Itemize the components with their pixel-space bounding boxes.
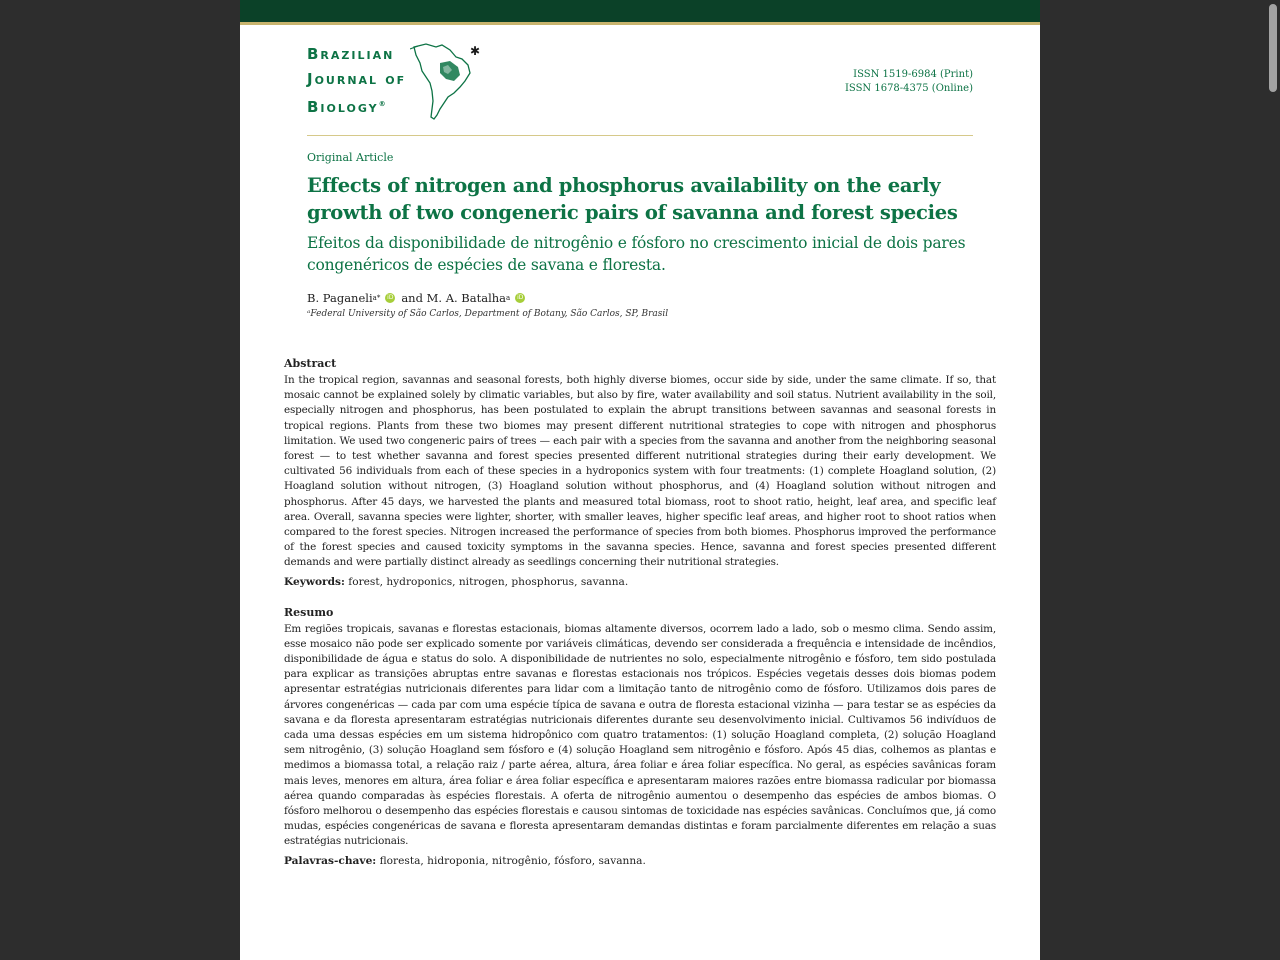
scrollbar-thumb[interactable] xyxy=(1269,4,1277,92)
author-1-affiliation-mark: a* xyxy=(372,294,381,302)
keywords-label: Keywords: xyxy=(284,575,345,588)
keywords-list: forest, hydroponics, nitrogen, phosphorus, savanna. xyxy=(348,575,629,588)
journal-name-line-2-text: Journal of xyxy=(307,70,407,88)
article-title: Effects of nitrogen and phosphorus availability on the early growth of two congeneric pairs of savanna and forest species xyxy=(307,174,958,224)
author-list xyxy=(307,291,973,305)
journal-name-line-1-text: Brazilian xyxy=(307,45,395,63)
header-divider xyxy=(307,135,973,136)
pdf-page xyxy=(240,0,1040,960)
author-2-name: and M. A. Batalha xyxy=(401,291,507,305)
journal-logo-text xyxy=(307,42,406,120)
resumo-heading: Resumo xyxy=(284,605,334,619)
abstract-keywords xyxy=(284,576,996,588)
journal-name-line-3 xyxy=(307,92,406,120)
issn-print: ISSN 1519-6984 (Print) xyxy=(853,69,973,80)
issn-block xyxy=(845,68,973,96)
registered-mark: ® xyxy=(378,100,386,108)
journal-name-line-1 xyxy=(307,42,406,67)
star-icon: ✱ xyxy=(470,44,481,58)
south-america-map-icon xyxy=(410,41,482,121)
affiliation: ᵃFederal University of São Carlos, Department of Botany, São Carlos, SP, Brasil xyxy=(307,309,669,319)
orcid-icon[interactable]: iD xyxy=(387,294,394,301)
resumo-section xyxy=(284,606,996,867)
journal-name-line-3-text: Biology xyxy=(307,98,379,116)
abstract-heading: Abstract xyxy=(284,357,337,370)
orcid-icon[interactable]: iD xyxy=(517,294,524,301)
journal-top-bar xyxy=(240,0,1040,25)
issn-online: ISSN 1678-4375 (Online) xyxy=(844,83,973,94)
journal-name-line-2 xyxy=(307,67,406,92)
abstract-section xyxy=(284,357,996,867)
resumo-keywords xyxy=(284,855,996,867)
author-2-affiliation-mark: a xyxy=(506,294,511,302)
article-subtitle: Efeitos da disponibilidade de nitrogênio e fósforo no crescimento inicial de dois pares congenéricos de espécies de savana e floresta. xyxy=(307,234,966,274)
resumo-text: Em regiões tropicais, savanas e florestas estacionais, biomas altamente diversos, ocorrem lado a lado, sob o mesmo clima. Sendo assim, esse mosaico não pode ser explicado somente por variáveis climáticas, devendo ser considerada a frequência e intensidade de incêndios, disponibilidade de água e status do solo. A disponibilidade de nutrientes no solo, especialmente nitrogênio e fósforo, tem sido postulada para explicar as transições abruptas entre savanas e florestas estacionais nos trópicos. Espécies vegetais desses dois biomas podem apresentar estratégias nutricionais diferentes para lidar com a limitação tanto de nitrogênio como de fósforo. Utilizamos dois pares de árvores congenéricas — cada par com uma espécie típica de savana e outra de floresta estacional vizinha — para testar se as espécies da savana e da floresta apresentaram estratégias nutricionais diferentes durante seu desenvolvimento inicial. Cultivamos 56 indivíduos de cada uma dessas espécies em um sistema hidropônico com quatro tratamentos: (1) solução Hoagland completa, (2) solução Hoagland sem nitrogênio, (3) solução Hoagland sem fósforo e (4) solução Hoagland sem nitrogênio e fósforo. Após 45 dias, colhemos as plantas e medimos a biomassa total, a relação raiz / parte aérea, altura, área foliar e área foliar específica. No geral, as espécies savânicas foram mais leves, menores em altura, área foliar e área foliar específica e apresentaram maiores razões entre biomassa radicular por biomassa aérea quando comparadas às espécies florestais. A oferta de nitrogênio aumentou o desempenho das espécies de ambos biomas. O fósforo melhorou o desempenho das espécies florestais e causou sintomas de toxicidade nas espécies savânicas. Concluímos que, já como mudas, espécies congenéricas de savana e floresta apresentaram demandas distintas e foram parcialmente diferentes em relação a suas estratégias nutricionais. xyxy=(284,622,996,848)
abstract-text: In the tropical region, savannas and seasonal forests, both highly diverse biomes, occur side by side, under the same climate. If so, that mosaic cannot be explained solely by climatic variables, but also by fire, water availability and soil status. Nutrient availability in the soil, especially nitrogen and phosphorus, has been postulated to explain the abrupt transitions between savannas and seasonal forests in tropical regions. Plants from these two biomes may present different nutritional strategies to cope with nitrogen and phosphorus limitation. We used two congeneric pairs of trees — each pair with a species from the savanna and another from the neighboring seasonal forest — to test whether savanna and forest species presented different nutritional strategies during their early development. We cultivated 56 individuals from each of these species in a hydroponics system with four treatments: (1) complete Hoagland solution, (2) Hoagland solution without nitrogen, (3) Hoagland solution without phosphorus, and (4) Hoagland solution without nitrogen and phosphorus. After 45 days, we harvested the plants and measured total biomass, root to shoot ratio, height, leaf area, and specific leaf area. Overall, savanna species were lighter, shorter, with smaller leaves, higher specific leaf areas, and higher root to shoot ratios when compared to the forest species. Nitrogen increased the performance of species from both biomes. Phosphorus improved the performance of the forest species and caused toxicity symptoms in the savanna species. Hence, savanna and forest species presented different demands and were partially distinct already as seedlings concerning their nutritional strategies. xyxy=(284,374,996,569)
vertical-scrollbar[interactable] xyxy=(1266,0,1280,960)
palavras-chave-list: floresta, hidroponia, nitrogênio, fósforo, savanna. xyxy=(379,854,646,867)
journal-header xyxy=(240,25,1040,135)
author-1-name: B. Paganeli xyxy=(307,291,373,305)
article-type: Original Article xyxy=(307,151,394,164)
article-front-matter xyxy=(240,151,1040,319)
palavras-chave-label: Palavras-chave: xyxy=(284,854,377,867)
